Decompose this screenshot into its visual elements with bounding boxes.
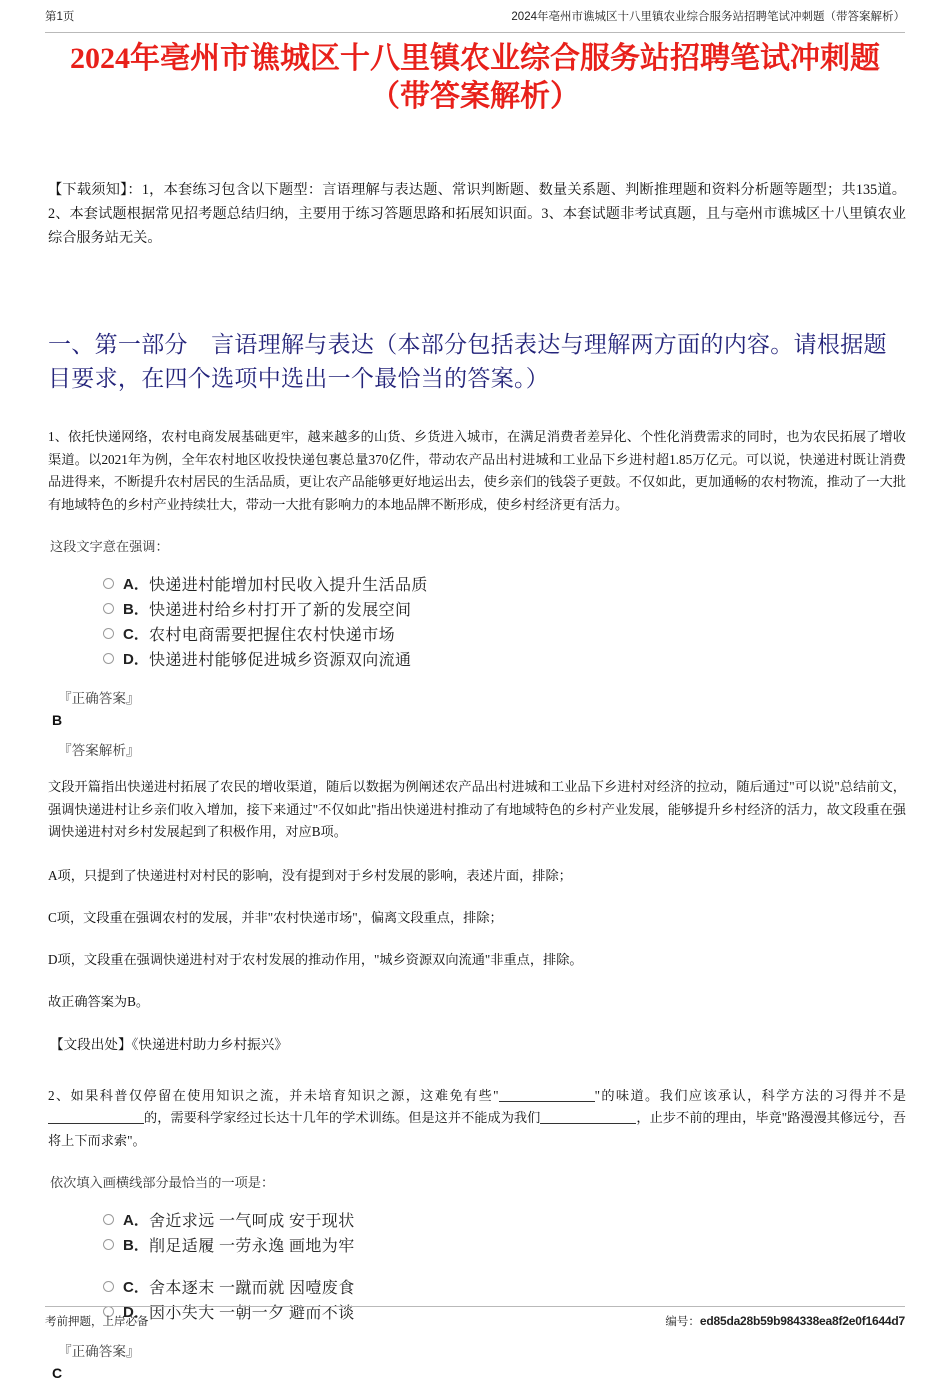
document-title-line2: （带答案解析） — [45, 78, 905, 116]
document-title-line1: 2024年亳州市谯城区十八里镇农业综合服务站招聘笔试冲刺题 — [45, 40, 905, 78]
option-text: 削足适履 一劳永逸 画地为牢 — [149, 1233, 355, 1256]
option-a[interactable] — [103, 1207, 906, 1232]
option-letter: D． — [123, 648, 149, 669]
running-header — [45, 10, 905, 33]
radio-icon[interactable] — [103, 1214, 114, 1225]
radio-icon[interactable] — [103, 603, 114, 614]
question-2-prompt: 依次填入画横线部分最恰当的一项是： — [50, 1173, 906, 1193]
running-footer — [45, 1306, 905, 1329]
option-letter: C． — [123, 1276, 149, 1297]
footer-code-value: ed85da28b59b984338ea8f2e0f1644d7 — [700, 1314, 905, 1328]
question-2-answer: C — [52, 1364, 906, 1382]
document-title — [45, 40, 905, 116]
question-2-stem — [48, 1085, 906, 1153]
blank-2 — [48, 1110, 144, 1124]
section-heading: 一、第一部分 言语理解与表达（本部分包括表达与理解两方面的内容。请根据题目要求，在四个选项中选出一个最恰当的答案。） — [48, 328, 906, 396]
option-letter: D． — [123, 1301, 149, 1322]
page-number-label: 第1页 — [45, 10, 74, 24]
option-text: 农村电商需要把握住农村快递市场 — [149, 622, 395, 645]
document-body — [48, 178, 906, 1382]
question-1-answer-label: 『正确答案』 — [58, 689, 906, 708]
question-2-stem-part4: ，止步不前的理由，毕竟"路漫漫其修远兮，吾将上下而求索"。 — [48, 1110, 906, 1148]
option-c[interactable] — [103, 621, 906, 646]
question-1-analysis-item-c: C项，文段重在强调农村的发展，并非"农村快递市场"，偏离文段重点，排除； — [48, 908, 906, 928]
option-letter: A． — [123, 1209, 149, 1230]
question-1-analysis-item-a: A项，只提到了快递进村对村民的影响，没有提到对于乡村发展的影响，表述片面，排除； — [48, 866, 906, 886]
option-b[interactable] — [103, 1232, 906, 1257]
option-letter: C． — [123, 623, 149, 644]
radio-icon[interactable] — [103, 653, 114, 664]
option-text: 快递进村能够促进城乡资源双向流通 — [149, 647, 411, 670]
question-1-analysis-conclusion: 故正确答案为B。 — [48, 992, 906, 1012]
footer-code — [665, 1313, 905, 1329]
question-2-stem-part2: "的味道。我们应该承认，科学方法的习得并不是 — [595, 1088, 906, 1103]
question-block-2 — [48, 1085, 906, 1382]
option-text: 快递进村给乡村打开了新的发展空间 — [149, 597, 411, 620]
option-text: 快递进村能增加村民收入提升生活品质 — [149, 572, 428, 595]
option-letter: A． — [123, 573, 149, 594]
option-text: 舍本逐末 一蹴而就 因噎废食 — [149, 1275, 355, 1298]
source-label: 【文段出处】 — [50, 1037, 132, 1052]
source-title: 《快递进村助力乡村振兴》 — [132, 1037, 288, 1052]
running-header-title: 2024年亳州市谯城区十八里镇农业综合服务站招聘笔试冲刺题（带答案解析） — [511, 10, 905, 24]
option-a[interactable] — [103, 571, 906, 596]
question-1-analysis: 文段开篇指出快递进村拓展了农民的增收渠道，随后以数据为例阐述农产品出村进城和工业品下乡进村对经济的拉动，随后通过"可以说"总结前文，强调快递进村让乡亲们收入增加，接下来通过"不仅如此"指出快递进村推动了有地域特色的乡村产业发展，能够提升乡村经济的活力，故文段重在强调快递进村对乡村发展起到了积极作用，对应B项。 — [48, 776, 906, 844]
radio-icon[interactable] — [103, 578, 114, 589]
radio-icon[interactable] — [103, 1239, 114, 1250]
question-1-answer: B — [52, 711, 906, 729]
question-2-answer-label: 『正确答案』 — [58, 1342, 906, 1361]
question-2-stem-part3: 的，需要科学家经过长达十几年的学术训练。但是这并不能成为我们 — [144, 1110, 540, 1125]
download-notice: 【下载须知】：1，本套练习包含以下题型：言语理解与表达题、常识判断题、数量关系题、判断推理题和资料分析题等题型；共135道。2、本套试题根据常见招考题总结归纳，主要用于练习答题思路和拓展知识面。3、本套试题非考试真题，且与亳州市谯城区十八里镇农业综合服务站无关。 — [48, 178, 906, 250]
option-text: 因小失大 一朝一夕 避而不谈 — [149, 1300, 355, 1323]
question-1-stem: 1、依托快递网络，农村电商发展基础更牢，越来越多的山货、乡货进入城市，在满足消费者差异化、个性化消费需求的同时，也为农民拓展了增收渠道。以2021年为例，全年农村地区收投快递包裹总量370亿件，带动农产品出村进城和工业品下乡进村超1.85万亿元。可以说，快递进村既让消费品进得来，不断提升农村居民的生活品质，更让农产品能够更好地运出去，使乡亲们的钱袋子更鼓。不仅如此，更加通畅的农村物流，推动了一大批有地域特色的乡村产业持续壮大，带动一大批有影响力的本地品牌不断形成，使乡村经济更有活力。 — [48, 426, 906, 516]
question-1-analysis-label: 『答案解析』 — [58, 741, 906, 760]
footer-code-label: 编号： — [665, 1316, 700, 1328]
option-letter: B． — [123, 598, 149, 619]
blank-1 — [499, 1088, 595, 1102]
radio-icon[interactable] — [103, 1281, 114, 1292]
question-1-analysis-item-d: D项，文段重在强调快递进村对于农村发展的推动作用，"城乡资源双向流通"非重点，排除。 — [48, 950, 906, 970]
blank-3 — [540, 1110, 636, 1124]
option-letter: B． — [123, 1234, 149, 1255]
radio-icon[interactable] — [103, 628, 114, 639]
option-d[interactable] — [103, 646, 906, 671]
footer-slogan: 考前押题，上岸必备 — [45, 1313, 149, 1329]
question-block-1 — [48, 426, 906, 1055]
question-1-options — [48, 571, 906, 671]
option-b[interactable] — [103, 596, 906, 621]
question-1-prompt: 这段文字意在强调： — [50, 537, 906, 557]
option-c[interactable] — [103, 1274, 906, 1299]
question-1-source — [50, 1035, 906, 1055]
question-2-stem-part1: 2、如果科普仅停留在使用知识之流，并未培育知识之源，这难免有些" — [48, 1088, 499, 1103]
option-text: 舍近求远 一气呵成 安于现状 — [149, 1208, 355, 1231]
